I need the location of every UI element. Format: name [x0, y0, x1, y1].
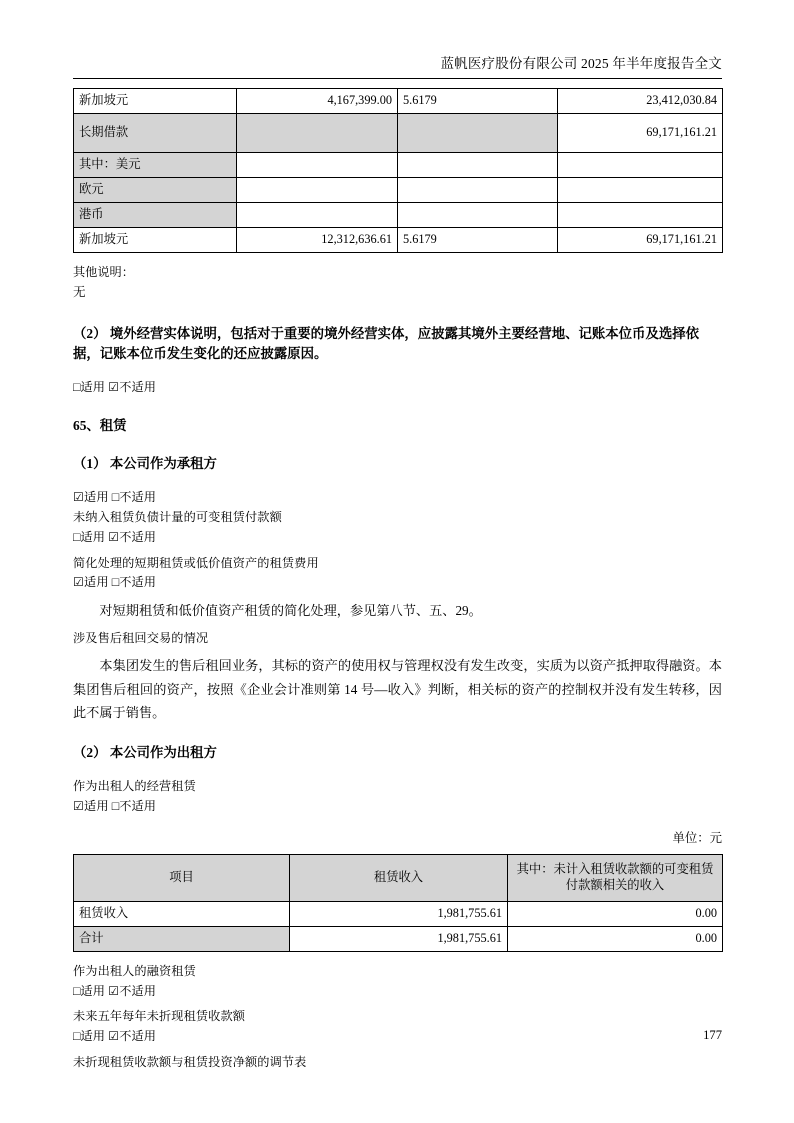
spacer	[73, 763, 722, 777]
row-rate	[398, 114, 558, 153]
finance-lease-label: 作为出租人的融资租赁	[73, 963, 196, 978]
lessee-heading: （1） 本公司作为承租方	[73, 456, 217, 472]
variable-payments-label: 未纳入租赁负债计量的可变租赁付款额	[73, 510, 282, 524]
simplified-lease-paragraph: 对短期租赁和低价值资产租赁的简化处理，参见第八节、五、29。	[99, 603, 482, 619]
row-label: 新加坡元	[74, 228, 237, 253]
row-item: 合计	[74, 926, 290, 951]
variable-payments-applicability: □适用 ☑不适用	[73, 529, 157, 544]
table-row	[74, 203, 723, 228]
reconciliation-label: 未折现租赁收款额与租赁投资净额的调节表	[73, 1054, 307, 1069]
row-amount	[237, 153, 398, 178]
simplified-lease-label: 简化处理的短期租赁或低价值资产的租赁费用	[73, 555, 319, 570]
spacer	[73, 398, 722, 416]
row-rate: 5.6179	[398, 89, 558, 114]
spacer	[73, 725, 722, 743]
other-notes-title: 其他说明：	[73, 265, 134, 279]
sale-leaseback-label: 涉及售后租回交易的情况	[73, 630, 209, 645]
row-converted: 69,171,161.21	[558, 114, 723, 153]
table-header-row	[74, 854, 723, 901]
row-amount	[237, 203, 398, 228]
other-notes-value: 无	[73, 284, 86, 299]
spacer	[73, 253, 722, 263]
spacer	[73, 816, 722, 830]
five-year-undiscounted-applicability: □适用 ☑不适用	[73, 1029, 157, 1044]
row-amount	[237, 114, 398, 153]
overseas-entities-applicability: □适用 ☑不适用	[73, 380, 157, 395]
row-lease-income: 1,981,755.61	[290, 901, 508, 926]
row-variable-income: 0.00	[508, 901, 723, 926]
row-rate: 5.6179	[398, 228, 558, 253]
row-converted	[558, 178, 723, 203]
spacer	[73, 952, 722, 962]
operating-lease-applicability: ☑适用 □不适用	[73, 798, 157, 813]
simplified-lease-applicability: ☑适用 □不适用	[73, 575, 157, 590]
lessee-applicability: ☑适用 □不适用	[73, 490, 157, 505]
running-header: 蓝帆医疗股份有限公司 2025 年半年度报告全文	[440, 56, 722, 71]
row-converted	[558, 153, 723, 178]
row-lease-income: 1,981,755.61	[290, 926, 508, 951]
page-content	[73, 88, 722, 1073]
row-variable-income: 0.00	[508, 926, 723, 951]
table-row	[74, 114, 723, 153]
section-65-heading: 65、租赁	[73, 418, 127, 434]
sale-leaseback-paragraph: 本集团发生的售后租回业务，其标的资产的使用权与管理权没有发生改变，实质为以资产抵押取得融资。本集团售后租回的资产，按照《企业会计准则第 14 号—收入》判断，相关标的资产的控制权并没有发生转移，因此不属于销售。	[73, 658, 722, 721]
overseas-entities-heading: （2） 境外经营实体说明，包括对于重要的境外经营实体，应披露其境外主要经营地、记账本位币及选择依据，记账本位币发生变化的还应披露原因。	[73, 326, 700, 362]
row-label: 其中：美元	[74, 153, 237, 178]
row-item: 租赁收入	[74, 901, 290, 926]
row-converted: 69,171,161.21	[558, 228, 723, 253]
column-header-lease-income: 租赁收入	[290, 854, 508, 901]
table-row	[74, 926, 723, 951]
lessor-heading: （2） 本公司作为出租方	[73, 744, 217, 760]
row-rate	[398, 153, 558, 178]
page-number: 177	[703, 1028, 722, 1042]
unit-label: 单位：元	[672, 831, 722, 846]
row-amount	[237, 178, 398, 203]
spacer	[73, 302, 722, 324]
table-row	[74, 178, 723, 203]
row-label: 欧元	[74, 178, 237, 203]
operating-lease-label: 作为出租人的经营租赁	[73, 778, 196, 793]
finance-lease-applicability: □适用 ☑不适用	[73, 983, 157, 998]
borrowings-table	[73, 88, 723, 253]
table-row	[74, 901, 723, 926]
row-label: 新加坡元	[74, 89, 237, 114]
row-amount: 12,312,636.61	[237, 228, 398, 253]
table-row	[74, 153, 723, 178]
column-header-item: 项目	[74, 854, 290, 901]
lease-income-table	[73, 854, 723, 952]
spacer	[73, 474, 722, 488]
spacer	[73, 436, 722, 454]
row-converted	[558, 203, 723, 228]
row-converted: 23,412,030.84	[558, 89, 723, 114]
row-label: 长期借款	[74, 114, 237, 153]
spacer	[73, 364, 722, 378]
table-row	[74, 89, 723, 114]
row-label: 港币	[74, 203, 237, 228]
five-year-undiscounted-label: 未来五年每年未折现租赁收款额	[73, 1009, 246, 1024]
row-rate	[398, 203, 558, 228]
column-header-variable-income: 其中：未计入租赁收款额的可变租赁付款额相关的收入	[508, 854, 723, 901]
table-row	[74, 228, 723, 253]
row-rate	[398, 178, 558, 203]
header-divider	[73, 78, 722, 79]
row-amount: 4,167,399.00	[237, 89, 398, 114]
